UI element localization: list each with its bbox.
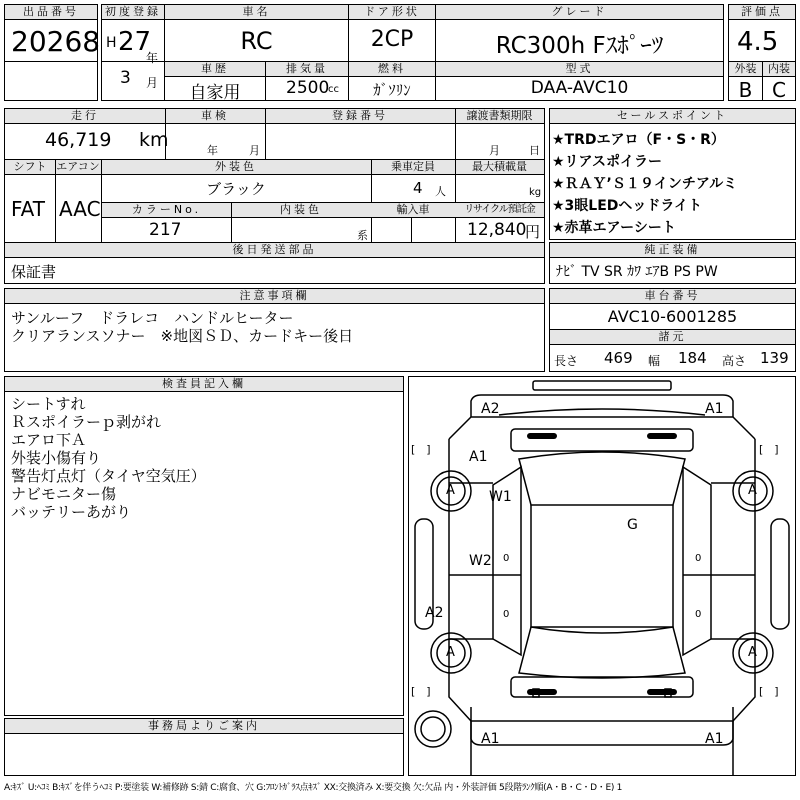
inspector-label: 検査員記入欄: [5, 377, 403, 392]
exterior-score-cell: [728, 61, 763, 101]
chassis-label: 車台番号: [550, 289, 795, 304]
car-name-label: 車名: [165, 5, 348, 20]
chassis-value: AVC10-6001285: [607, 307, 738, 326]
length-label: 長さ: [554, 354, 579, 368]
mileage-value: 46,719: [45, 129, 112, 151]
lot-number-label: 出品番号: [5, 5, 97, 20]
length-value: 469: [604, 349, 633, 367]
width-value: 184: [678, 349, 707, 367]
lot-number-blank: [4, 61, 98, 101]
inspector-line: 警告灯点灯（タイヤ空気圧）: [11, 467, 206, 485]
sales-point-item: ★リアスポイラー: [552, 154, 662, 170]
max-load-unit: kg: [529, 187, 542, 198]
tire-mark: A: [446, 483, 455, 498]
notes-line: サンルーフ ドラレコ ハンドルヒーター: [11, 309, 294, 327]
year-unit: 年: [146, 51, 159, 65]
car-name-cell: [164, 4, 349, 62]
damage-mark: A1: [481, 731, 500, 747]
lot-number-cell: [4, 4, 101, 62]
mileage-label: 走行: [5, 109, 165, 124]
recycle-unit: 円: [525, 223, 541, 241]
inspector-box: [4, 376, 404, 716]
era-value: H: [106, 35, 117, 51]
damage-mark: A1: [705, 731, 724, 747]
spec-block: [4, 108, 545, 284]
notes-box: [4, 288, 545, 372]
fuel-value: ｶﾞｿﾘﾝ: [373, 81, 411, 99]
transfer-label: 譲渡書類期限: [455, 109, 544, 124]
interior-score-cell: [762, 61, 796, 101]
displacement-unit: cc: [328, 84, 339, 95]
grade-cell: [435, 4, 724, 62]
damage-mark: A1: [705, 401, 724, 417]
tire-mark: A: [748, 483, 757, 498]
zero-mark: 0: [503, 609, 510, 620]
color-label: 外装色: [101, 160, 371, 175]
grade-value: RC300h Fｽﾎﾟｰﾂ: [495, 33, 664, 59]
sales-point-item: ★TRDエアロ（F・S・R）: [552, 132, 725, 148]
dimensions-box: [549, 329, 796, 372]
door-value: 2CP: [370, 27, 414, 52]
recycle-value: 12,840: [467, 220, 527, 240]
score-label: 評価点: [729, 5, 795, 20]
recycle-label: リサイクル預託金: [455, 203, 544, 218]
inspector-line: ナビモニター傷: [11, 485, 117, 503]
mileage-unit: km: [139, 129, 169, 151]
later-parts-label: 後日発送部品: [5, 243, 544, 258]
history-label: 車歴: [165, 62, 265, 77]
height-label: 高さ: [722, 354, 747, 368]
office-box: [4, 718, 404, 776]
shift-label: シフト: [5, 160, 55, 175]
model-type-label: 型式: [436, 62, 723, 77]
legend-text: A:ｷｽﾞ U:ﾍｺﾐ B:ｷｽﾞを伴うﾍｺﾐ P:要塗装 W:補修跡 S:錆 C:腐食、穴 G:ﾌﾛﾝﾄｶﾞﾗｽ点ｷｽﾞ XX:交換済み X:要交換 欠:欠品 内・外装評価 5段階ﾗﾝｸ順(A・B・C・D・E) 1: [4, 783, 623, 793]
displacement-label: 排気量: [266, 62, 348, 77]
capacity-unit: 人: [435, 185, 446, 198]
first-registration-cell: [101, 4, 165, 101]
notes-label: 注意事項欄: [5, 289, 544, 304]
zero-mark: 0: [695, 609, 702, 620]
interior-color-label: 内装色: [231, 203, 371, 218]
aircon-value: AAC: [59, 197, 101, 221]
model-type-cell: [435, 61, 724, 101]
displacement-value: 2500: [286, 78, 330, 98]
exterior-score-label: 外装: [729, 62, 762, 77]
equipment-label: 純正装備: [550, 243, 795, 258]
inspector-line: エアロ下Ａ: [11, 431, 87, 449]
bracket-mark: [ ]: [411, 685, 431, 698]
aircon-label: エアコン: [56, 160, 100, 173]
shift-value: FAT: [11, 197, 46, 221]
interior-score-label: 内装: [763, 62, 795, 77]
office-label: 事務局よりご案内: [5, 719, 403, 734]
lot-number-value: 20268: [11, 25, 101, 58]
dimensions-label: 諸元: [550, 330, 795, 345]
color-no-label: カラーNo.: [102, 203, 231, 218]
month-unit: 月: [146, 76, 159, 90]
max-load-label: 最大積載量: [455, 160, 544, 175]
capacity-value: 4: [413, 179, 423, 197]
inspection-month-unit: 月: [249, 144, 260, 157]
chassis-box: [549, 288, 796, 330]
later-parts-value: 保証書: [11, 263, 57, 281]
inspector-line: 外装小傷有り: [11, 449, 102, 467]
equipment-value: ﾅﾋﾞ TV SR ｶﾜ ｴｱB PS PW: [556, 264, 718, 280]
door-label: ドア形状: [349, 5, 435, 20]
car-name-value: RC: [240, 27, 273, 55]
sales-point-item: ★赤革エアーシート: [552, 220, 676, 236]
damage-mark: A2: [425, 605, 444, 621]
notes-line: クリアランスソナー ※地図ＳＤ、カードキー後日: [11, 327, 354, 345]
damage-mark: W1: [489, 489, 512, 505]
interior-score-value: C: [772, 78, 786, 102]
transfer-month-unit: 月: [489, 144, 500, 157]
sales-points-label: セールスポイント: [550, 109, 795, 124]
fuel-cell: [348, 61, 436, 101]
car-outline-svg: [409, 377, 795, 775]
zero-mark: 0: [695, 553, 702, 564]
bracket-mark: [ ]: [411, 443, 431, 456]
month-value: 3: [120, 68, 131, 88]
reg-no-label: 登録番号: [265, 109, 455, 124]
score-cell: [728, 4, 796, 62]
damage-mark: A1: [469, 449, 488, 465]
score-value: 4.5: [737, 27, 779, 57]
inspector-line: バッテリーあがり: [11, 503, 132, 521]
exterior-score-value: B: [738, 78, 753, 102]
capacity-label: 乗車定員: [371, 160, 455, 175]
equipment-box: [549, 242, 796, 284]
damage-mark: A2: [481, 401, 500, 417]
inspector-line: Ｒスポイラーｐ剥がれ: [11, 413, 162, 431]
interior-color-unit: 系: [357, 229, 368, 242]
damage-mark: G: [627, 517, 638, 533]
inspection-label: 車検: [165, 109, 265, 124]
sales-point-item: ★ＲＡＹ’Ｓ１９インチアルミ: [552, 176, 738, 192]
damage-mark: W2: [469, 553, 492, 569]
door-cell: [348, 4, 436, 62]
height-value: 139: [760, 349, 789, 367]
width-label: 幅: [648, 354, 661, 368]
inspection-year-unit: 年: [207, 144, 218, 157]
bracket-mark: [ ]: [759, 443, 779, 456]
year-value: 27: [118, 27, 152, 57]
tire-mark: A: [748, 645, 757, 660]
car-diagram: [408, 376, 796, 776]
sales-points-box: [549, 108, 796, 240]
first-registration-label: 初度登録: [102, 5, 164, 20]
sales-point-item: ★3眼LEDヘッドライト: [552, 198, 702, 214]
fuel-label: 燃料: [349, 62, 435, 77]
import-label: 輸入車: [371, 203, 455, 218]
history-value: 自家用: [189, 83, 241, 103]
grade-label: グレード: [436, 5, 723, 20]
displacement-cell: [265, 61, 349, 101]
bracket-mark: [ ]: [759, 685, 779, 698]
zero-mark: 0: [503, 553, 510, 564]
tire-mark: A: [446, 645, 455, 660]
color-no-value: 217: [149, 220, 182, 240]
history-cell: [164, 61, 266, 101]
model-type-value: DAA-AVC10: [530, 78, 629, 98]
color-value: ブラック: [206, 180, 266, 198]
transfer-day-unit: 日: [529, 144, 540, 157]
inspector-line: シートすれ: [11, 395, 86, 413]
